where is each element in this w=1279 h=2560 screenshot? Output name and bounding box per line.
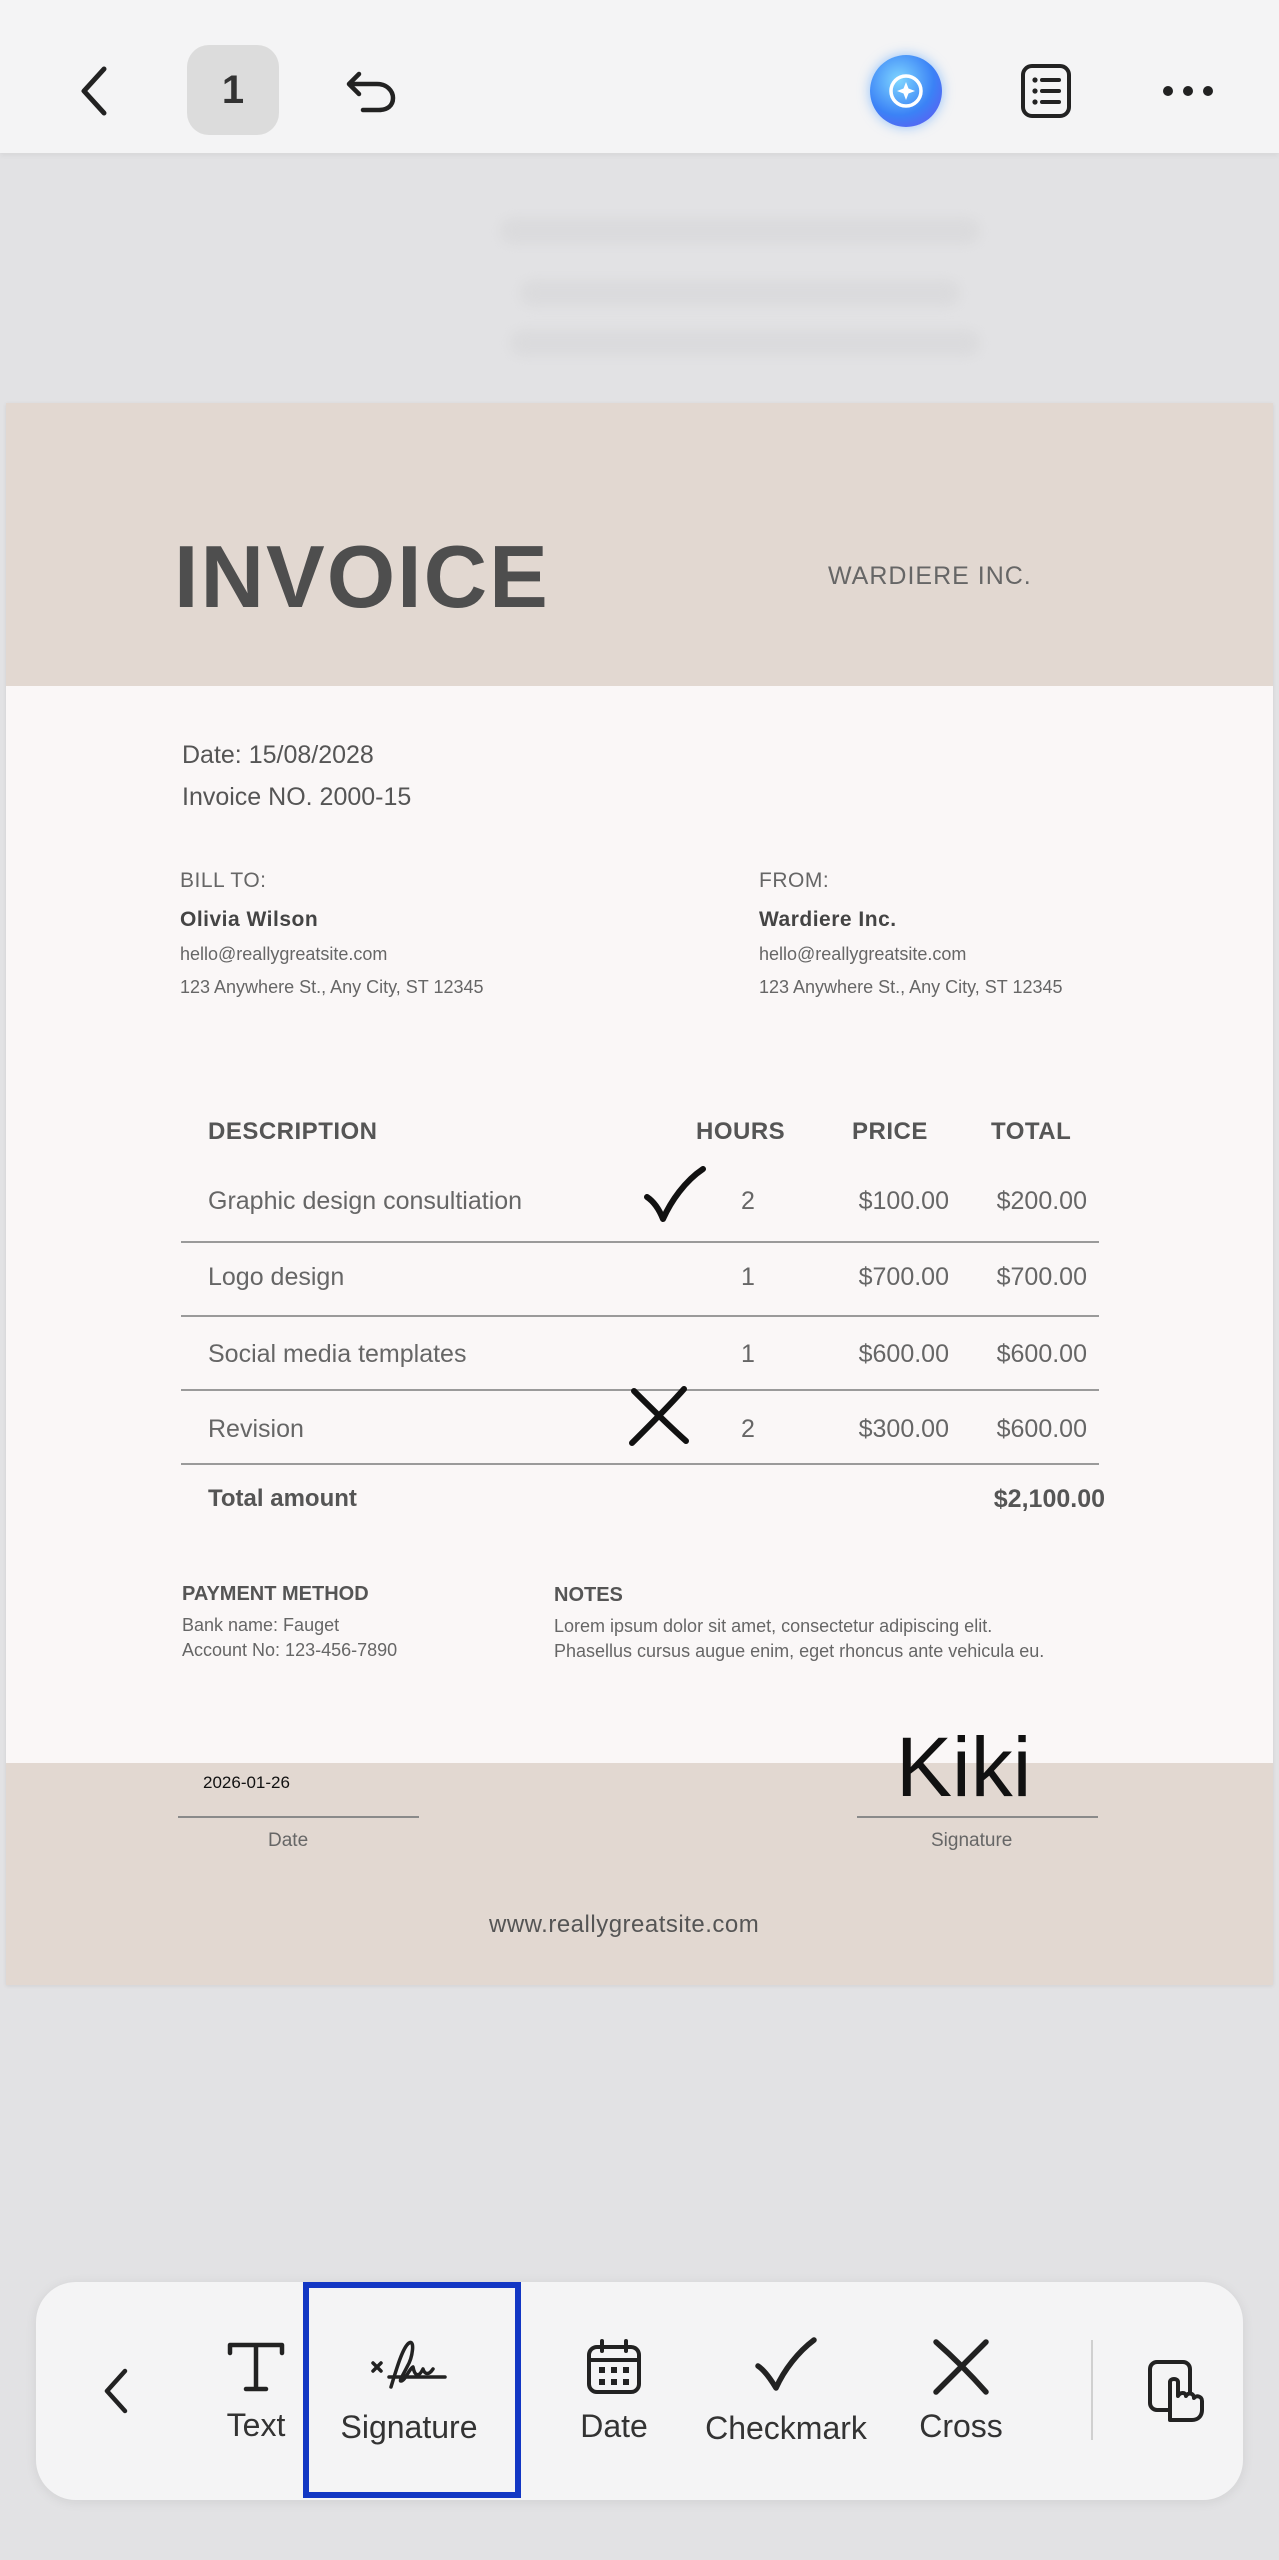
total-amount-value: $2,100.00: [993, 1485, 1105, 1513]
row-price: $300.00: [858, 1415, 949, 1443]
table-divider: [181, 1463, 1099, 1465]
blurred-background-text: [510, 330, 980, 356]
row-total: $600.00: [996, 1340, 1087, 1368]
column-header-hours: HOURS: [696, 1118, 786, 1145]
back-button[interactable]: [62, 55, 126, 127]
row-hours: 2: [741, 1415, 755, 1443]
tool-cross[interactable]: [886, 2282, 1036, 2500]
top-toolbar: [0, 0, 1279, 153]
annotation-toolbar: [36, 2282, 1243, 2500]
notes-line-2: Phasellus cursus augue enim, eget rhoncus ante vehicula eu.: [554, 1641, 1045, 1661]
row-price: $100.00: [858, 1187, 949, 1215]
row-hours: 1: [741, 1263, 755, 1291]
text-icon: [226, 2339, 286, 2395]
selected-tool-highlight: [303, 2282, 521, 2498]
checkmark-icon: [754, 2336, 818, 2394]
table-row: [181, 1316, 1099, 1390]
tool-date[interactable]: [544, 2282, 684, 2500]
tool-date-label: Date: [580, 2407, 648, 2444]
cross-icon: [930, 2338, 992, 2396]
total-amount-label: Total amount: [208, 1485, 357, 1512]
payment-account: Account No: 123-456-7890: [182, 1640, 398, 1660]
toolbar-divider: [1091, 2340, 1093, 2440]
tool-text[interactable]: [196, 2282, 316, 2500]
bill-to-label: BILL TO:: [180, 869, 267, 892]
row-description: Social media templates: [208, 1340, 467, 1368]
bill-to-email: hello@reallygreatsite.com: [180, 944, 388, 964]
date-field-value[interactable]: 2026-01-26: [203, 1773, 290, 1792]
date-field-line: [178, 1816, 419, 1818]
more-icon: [1160, 83, 1216, 99]
from-label: FROM:: [759, 869, 830, 892]
row-price: $700.00: [858, 1263, 949, 1291]
tool-checkmark[interactable]: [686, 2282, 886, 2500]
row-hours: 2: [741, 1187, 755, 1215]
from-email: hello@reallygreatsite.com: [759, 944, 967, 964]
page-number-button[interactable]: 1: [187, 45, 279, 135]
blurred-background-text: [520, 280, 960, 306]
website-text: www.reallygreatsite.com: [489, 1911, 760, 1938]
bill-to-name: Olivia Wilson: [180, 908, 319, 931]
company-name: WARDIERE INC.: [828, 562, 1032, 590]
row-price: $600.00: [858, 1340, 949, 1368]
date-field-caption: Date: [268, 1830, 309, 1851]
tool-cross-label: Cross: [919, 2407, 1003, 2444]
column-header-price: PRICE: [852, 1118, 928, 1145]
hand-pointer-icon: [1146, 2358, 1206, 2424]
row-description: Revision: [208, 1415, 304, 1443]
row-description: Logo design: [208, 1263, 345, 1291]
tool-checkmark-label: Checkmark: [705, 2409, 867, 2446]
undo-button[interactable]: [340, 55, 404, 127]
row-total: $700.00: [996, 1263, 1087, 1291]
invoice-date: Date: 15/08/2028: [182, 741, 374, 769]
chevron-left-icon: [74, 63, 114, 119]
signature-field-caption: Signature: [931, 1830, 1013, 1851]
tool-text-label: Text: [226, 2406, 286, 2443]
checkmark-annotation[interactable]: [643, 1165, 707, 1225]
cross-annotation[interactable]: [628, 1385, 692, 1447]
row-total: $600.00: [996, 1415, 1087, 1443]
ai-sparkle-icon: [884, 69, 928, 113]
chevron-left-icon: [101, 2365, 131, 2417]
from-name: Wardiere Inc.: [759, 908, 897, 931]
notes-label: NOTES: [554, 1584, 623, 1606]
invoice-page: [6, 403, 1273, 1985]
payment-method-label: PAYMENT METHOD: [182, 1583, 369, 1605]
column-header-description: DESCRIPTION: [208, 1118, 378, 1145]
tool-signature-label: Signature: [340, 2408, 478, 2445]
blurred-background-text: [500, 218, 980, 244]
undo-icon: [345, 66, 399, 116]
bill-to-address: 123 Anywhere St., Any City, ST 12345: [180, 977, 484, 997]
tool-hand-mode[interactable]: [1126, 2282, 1226, 2500]
toolbar-back-button[interactable]: [84, 2282, 148, 2500]
table-row: [181, 1239, 1099, 1313]
row-total: $200.00: [996, 1187, 1087, 1215]
list-icon: [1019, 62, 1073, 120]
ai-assistant-button[interactable]: [870, 55, 942, 127]
row-description: Graphic design consultiation: [208, 1187, 523, 1215]
calendar-icon: [585, 2338, 643, 2396]
invoice-footer-band: [6, 1763, 1273, 1985]
column-header-total: TOTAL: [991, 1118, 1072, 1145]
row-hours: 1: [741, 1340, 755, 1368]
invoice-number: Invoice NO. 2000-15: [182, 783, 412, 811]
invoice-title: INVOICE: [174, 527, 550, 626]
from-address: 123 Anywhere St., Any City, ST 12345: [759, 977, 1063, 997]
more-options-button[interactable]: [1152, 55, 1224, 127]
outline-button[interactable]: [1012, 55, 1080, 127]
notes-line-1: Lorem ipsum dolor sit amet, consectetur adipiscing elit.: [554, 1616, 993, 1636]
signature-field-line: [857, 1816, 1098, 1818]
table-row: [181, 1163, 1099, 1237]
signature-field-value[interactable]: Kiki: [896, 1720, 1032, 1814]
payment-bank: Bank name: Fauget: [182, 1615, 340, 1635]
